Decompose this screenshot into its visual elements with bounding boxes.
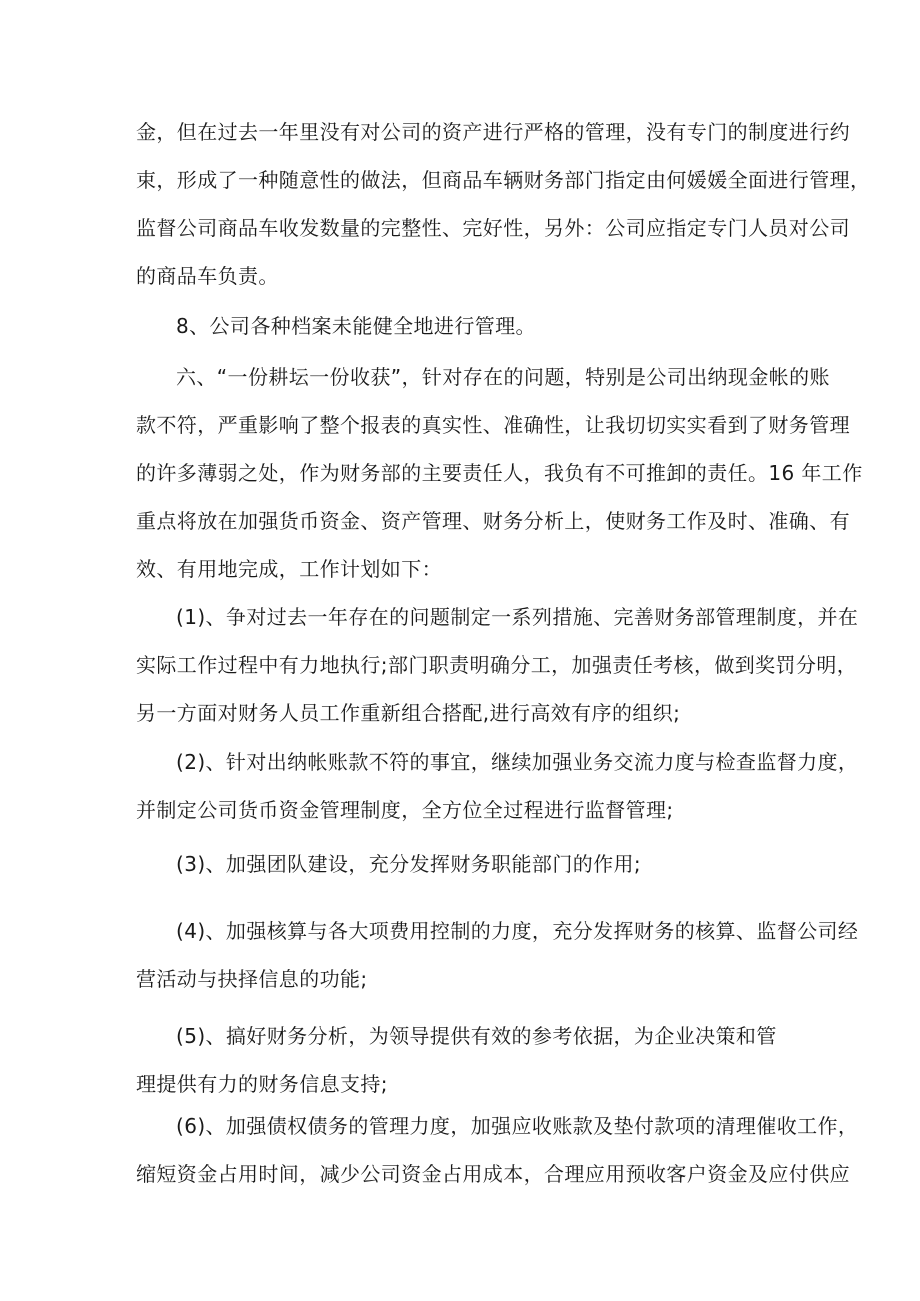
text-line: (6)、加强债权债务的管理力度，加强应收账款及垫付款项的清理催收工作， — [176, 1114, 859, 1138]
text-line: 效、有用地完成，工作计划如下： — [136, 557, 442, 581]
paragraph-asset-management — [136, 108, 871, 300]
text-line: 并制定公司货币资金管理制度，全方位全过程进行监督管理; — [136, 798, 674, 822]
text-line: 六、“一份耕坛一份收获”，针对存在的问题，特别是公司出纳现金帐的账 — [176, 365, 830, 389]
paragraph-plan-item-3 — [136, 840, 796, 888]
paragraph-plan-item-4 — [136, 907, 859, 1003]
text-line: (1)、争对过去一年存在的问题制定一系列措施、完善财务部管理制度，并在 — [176, 605, 859, 629]
text-line: 另一方面对财务人员工作重新组合搭配,进行高效有序的组织; — [136, 701, 681, 725]
text-line: (5)、搞好财务分析，为领导提供有效的参考依据，为企业决策和管 — [176, 1024, 777, 1048]
paragraph-section-six — [136, 353, 863, 593]
paragraph-plan-item-2 — [136, 738, 859, 834]
text-line: 的许多薄弱之处，作为财务部的主要责任人，我负有不可推卸的责任。16 年工作 — [136, 461, 863, 485]
text-line: 的商品车负责。 — [136, 264, 279, 288]
text-line: 重点将放在加强货币资金、资产管理、财务分析上，使财务工作及时、准确、有 — [136, 509, 850, 533]
text-line: 理提供有力的财务信息支持; — [136, 1072, 388, 1096]
text-line: (4)、加强核算与各大项费用控制的力度，充分发挥财务的核算、监督公司经 — [176, 919, 859, 943]
text-line: (2)、针对出纳帐账款不符的事宜，继续加强业务交流力度与检查监督力度， — [176, 750, 859, 774]
text-line: 金，但在过去一年里没有对公司的资产进行严格的管理，没有专门的制度进行约 — [136, 120, 850, 144]
text-line: (3)、加强团队建设，充分发挥财务职能部门的作用; — [176, 852, 642, 876]
text-line: 实际工作过程中有力地执行;部门职责明确分工，加强责任考核，做到奖罚分明， — [136, 653, 858, 677]
text-line: 营活动与抉择信息的功能; — [136, 967, 368, 991]
text-line: 8、公司各种档案未能健全地进行管理。 — [176, 314, 536, 338]
paragraph-plan-item-5 — [136, 1012, 796, 1108]
text-line: 缩短资金占用时间，减少公司资金占用成本，合理应用预收客户资金及应付供应 — [136, 1162, 850, 1186]
text-line: 款不符，严重影响了整个报表的真实性、准确性，让我切切实实看到了财务管理 — [136, 413, 850, 437]
paragraph-plan-item-1 — [136, 593, 859, 737]
paragraph-archive-management — [136, 302, 796, 350]
paragraph-plan-item-6 — [136, 1102, 859, 1198]
text-line: 束，形成了一种随意性的做法，但商品车辆财务部门指定由何媛媛全面进行管理， — [136, 168, 871, 192]
text-line: 监督公司商品车收发数量的完整性、完好性，另外：公司应指定专门人员对公司 — [136, 216, 850, 240]
